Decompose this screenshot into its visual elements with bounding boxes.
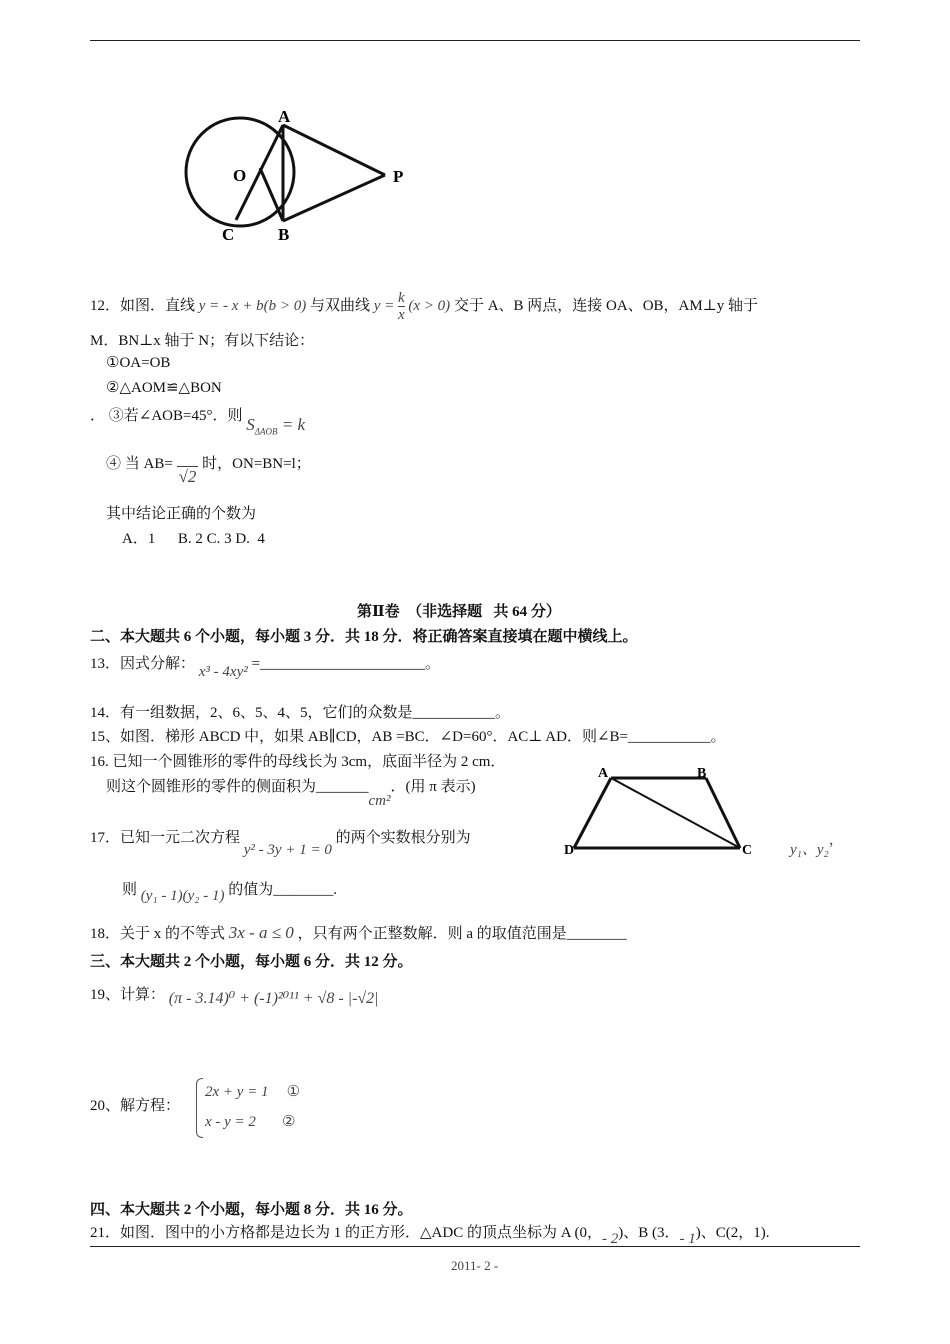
q20-brace	[196, 1078, 203, 1138]
q12-stem: 其中结论正确的个数为	[106, 506, 257, 522]
q12-conclusion-1: ①OA=OB	[106, 355, 171, 371]
q12-eq1: y = - x + b(b > 0)	[198, 297, 307, 314]
circle-tangent-figure	[180, 95, 430, 270]
q13: 13．因式分解： x³ - 4xy² =______________________。	[90, 656, 440, 680]
q12-conclusion-2: ②△AOM≌△BON	[106, 380, 222, 396]
trap-label-D: D	[564, 843, 575, 858]
q20-label: 20、解方程：	[90, 1098, 181, 1114]
q12-conclusion-3: ． ③若∠AOB=45°．则 $S_{\Delta AOB} = k$	[90, 408, 306, 437]
q17-line2: 则 (y₁ - 1)(y₂ - 1) 的值为________.	[122, 882, 337, 904]
label-C: C	[222, 225, 235, 244]
q14: 14．有一组数据，2、6、5、4、5，它们的众数是___________。	[90, 705, 511, 721]
section3-heading: 三、本大题共 2 个小题，每小题 6 分．共 12 分。	[90, 954, 413, 970]
q19: 19、计算： (π - 3.14)⁰ + (-1)²⁰¹¹ + √8 - |-√2|	[90, 987, 379, 1007]
page-number: 2011- 2 -	[451, 1258, 499, 1273]
trapezoid-figure	[560, 762, 765, 862]
q12-fraction: $\frac{k}{x}$	[397, 290, 405, 323]
label-P: P	[393, 167, 404, 186]
q21: 21．如图．图中的小方格都是边长为 1 的正方形．△ADC 的顶点坐标为 A (0，- 2)、B (3．- 1)、C(2，1).	[90, 1225, 770, 1247]
q12-line2: M．BN⊥x 轴于 N；有以下结论：	[90, 333, 315, 349]
q12-line1: 12．如图．直线 y = - x + b(b > 0) 与双曲线 y = $\frac{k}{x}$ (x > 0) 交于 A、B 两点，连接 OA、OB，AM⊥y 轴于	[90, 290, 759, 323]
footer-rule	[90, 1246, 860, 1247]
q17-line1: 17．已知一元二次方程 y² - 3y + 1 = 0 的两个实数根分别为	[90, 830, 471, 858]
label-A: A	[278, 107, 291, 126]
q18: 18．关于 x 的不等式 3x - a ≤ 0 ，只有两个正整数解．则 a 的取值范围是________	[90, 923, 627, 942]
q20-eq1: 2x + y = 1 ①	[205, 1084, 301, 1100]
q12-conclusion-4: ④ 当 AB= √2 时，ON=BN=l；	[106, 456, 311, 486]
label-B: B	[278, 225, 290, 244]
section4-heading: 四、本大题共 2 个小题，每小题 8 分．共 16 分。	[90, 1202, 413, 1218]
trap-label-B: B	[697, 766, 707, 781]
q20-eq2: x - y = 2 ②	[205, 1114, 296, 1130]
q17-roots: y₁、y₂，	[790, 832, 844, 858]
header-rule	[90, 40, 860, 41]
trap-label-C: C	[742, 843, 753, 858]
label-O: O	[233, 166, 247, 185]
q16-line1: 16. 已知一个圆锥形的零件的母线长为 3cm，底面半径为 2 cm．	[90, 754, 506, 770]
q16-line2: 则这个圆锥形的零件的侧面积为_______cm²．(用 π 表示)	[106, 779, 476, 809]
trap-label-A: A	[598, 766, 609, 781]
q16-unit: cm²	[368, 793, 391, 809]
q15: 15、如图．梯形 ABCD 中，如果 AB∥CD，AB =BC．∠D=60°．AC⊥ AD．则∠B=___________。	[90, 729, 726, 745]
part2-title: 第Ⅱ卷 （非选择题 共 64 分）	[357, 604, 561, 620]
section2-heading: 二、本大题共 6 个小题，每小题 3 分．共 18 分．将正确答案直接填在题中横线上。	[90, 629, 638, 645]
q12-options: A．1 B. 2 C. 3 D. 4	[122, 531, 265, 547]
